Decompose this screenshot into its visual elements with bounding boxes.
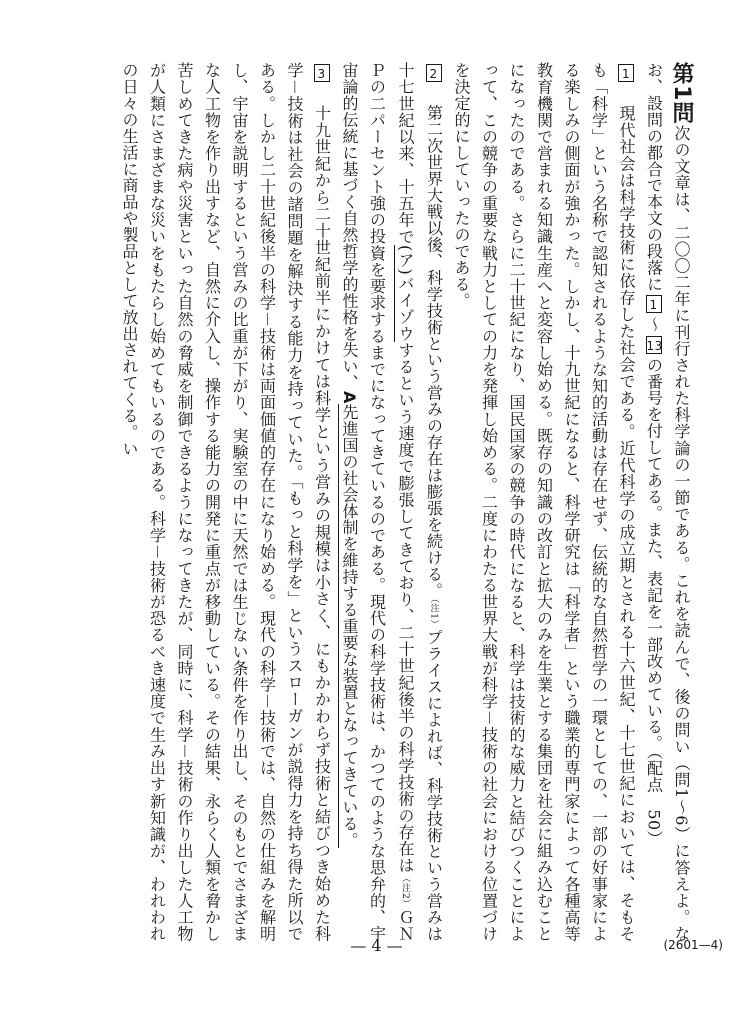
question-instruction-1: 次の文章は、二〇〇二年に刊行された科学論の一節である。これを読んで、後の問い（問1〜6）に答えよ。なお、設問の都合で本文の段落に bbox=[644, 62, 691, 942]
question-label: 第1問 bbox=[669, 62, 694, 125]
note-ref-1: （注1） bbox=[428, 598, 439, 629]
exam-code: (2601—4) bbox=[663, 938, 723, 952]
paragraph-2-text-3: するという速度で膨張してきており、二十世紀後半の科学技術の存在は bbox=[396, 341, 415, 874]
marker-a: A bbox=[340, 391, 359, 404]
paragraph-1 bbox=[448, 62, 641, 942]
paragraph-3 bbox=[116, 62, 336, 942]
question-instruction-2: の番号を付してある。また、表記を一部改めている。（配点 50） bbox=[644, 356, 664, 848]
paragraph-number-3: 3 bbox=[314, 64, 330, 82]
paragraph-2 bbox=[336, 62, 448, 942]
paragraph-2-text-4: ＧＮＰの二パーセント強の投資を要求するまでになってきているのである。現代の科学技術は、かつてのような思弁的、宇宙論的伝統に基づく自然哲学的性格を失い、 bbox=[340, 62, 415, 943]
paragraph-number-2: 2 bbox=[426, 64, 442, 82]
note-ref-2: （注2） bbox=[400, 873, 410, 909]
range-separator: 〜 bbox=[644, 316, 664, 333]
katakana-a-term: (ア)バイゾウ bbox=[396, 244, 415, 342]
paragraph-1-text: 現代社会は科学技術に依存した社会である。近代科学の成立期とされる十六世紀、十七世紀においては、そもそも「科学」という名称で認知されるような知的活動は存在せず、伝統的な自然哲学の一環としての、一部の好事家による楽しみの側面が強かった。しかし、十九世紀になると、科学研究は「科学者」という職業的専門家によって各種高等教育機関で営まれる知識生産へと変容し始める。既存の知識の改訂と拡大のみを生業とする集団を社会に組み込むことになったのである。さらに二十世紀になり、国民国家の競争の時代になると、科学は技術的な威力と結びつくことによって、この競争の重要な戦力としての力を発揮し始める。二度にわたる世界大戦が科学－技術の社会における位置づけを決定的にしていったのである。 bbox=[452, 62, 636, 943]
paragraph-2-text-1: 第二次世界大戦以後、科学技術という営みの存在は膨張を続ける。 bbox=[424, 104, 444, 599]
paragraph-2-text-2: プライスによれば、科学技術という営みは十七世紀以来、十五年で bbox=[396, 62, 444, 943]
page-number: — 4 — bbox=[350, 936, 403, 955]
ref-end-box: 13 bbox=[646, 336, 662, 354]
question-intro bbox=[640, 62, 695, 942]
paragraph-3-text: 十九世紀から二十世紀前半にかけては科学という営みの規模は小さく、にもかかわらず技術と結びつき始めた科学－技術は社会の諸問題を解決する能力を持っていた。「もっと科学を」というスローガンが説得力を持ち得た所以である。しかし二十世紀後半の科学－技術は両面価値的存在になり始める。現代の科学－技術では、自然の仕組みを解明し、宇宙を説明するという営みの比重が下がり、実験室の中に天然では生じない条件を作り出し、そのもとでさまざまな人工物を作り出すなど、自然に介入し、操作する能力の開発に重点が移動している。その結果、永らく人類を脅かし苦しめてきた病や災害といった自然の脅威を制御できるようになってきたが、同時に、科学－技術の作り出した人工物が人類にさまざまな災いをもたらし始めてもいるのである。科学－技術が恐るべき速度で生み出す新知識が、われわれの日々の生活に商品や製品として放出されてくる。い bbox=[120, 62, 332, 943]
ref-start-box: 1 bbox=[646, 295, 662, 313]
paragraph-number-1: 1 bbox=[618, 64, 634, 82]
underlined-passage-a: 先進国の社会体制を維持する重要な装置となってきている。 bbox=[340, 403, 359, 848]
vertical-text-body bbox=[45, 62, 695, 942]
